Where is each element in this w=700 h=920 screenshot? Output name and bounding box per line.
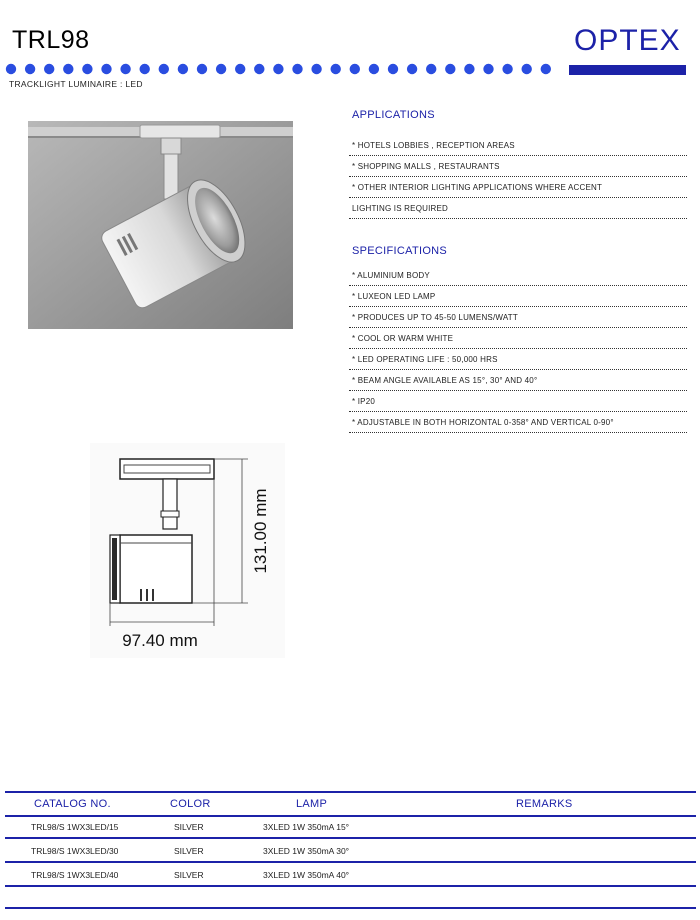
divider-dot [235, 64, 245, 74]
table-row-rule [5, 861, 696, 863]
product-photo [28, 121, 293, 329]
cell-catalog: TRL98/S 1WX3LED/15 [31, 822, 119, 832]
specifications-title: SPECIFICATIONS [352, 245, 448, 257]
cell-color: SILVER [174, 846, 204, 856]
specifications-list [349, 265, 687, 433]
spec-item: * IP20 [349, 391, 687, 412]
divider-dot [120, 64, 130, 74]
product-subtitle: TRACKLIGHT LUMINAIRE : LED [9, 79, 143, 89]
table-row-rule [5, 885, 696, 887]
spec-item: * ALUMINIUM BODY [349, 265, 687, 286]
divider-dot [101, 64, 111, 74]
cell-catalog: TRL98/S 1WX3LED/40 [31, 870, 119, 880]
divider-dot [350, 64, 360, 74]
divider-dot [273, 64, 283, 74]
brand-logo: OPTEX [574, 24, 681, 57]
table-header-rule [5, 815, 696, 817]
spec-item: * LED OPERATING LIFE : 50,000 HRS [349, 349, 687, 370]
divider-dot [388, 64, 398, 74]
table-top-rule [5, 791, 696, 793]
cell-lamp: 3XLED 1W 350mA 40° [263, 870, 350, 880]
spec-item: * COOL OR WARM WHITE [349, 328, 687, 349]
table-row [0, 870, 700, 892]
divider-dot [25, 64, 35, 74]
divider-dot [178, 64, 188, 74]
application-item: * HOTELS LOBBIES , RECEPTION AREAS [349, 135, 687, 156]
spec-item: * BEAM ANGLE AVAILABLE AS 15°, 30° AND 40° [349, 370, 687, 391]
divider-dot [292, 64, 302, 74]
divider-dot [445, 64, 455, 74]
application-item: * SHOPPING MALLS , RESTAURANTS [349, 156, 687, 177]
divider-dot [541, 64, 551, 74]
applications-list [349, 135, 687, 219]
divider-dot [331, 64, 341, 74]
divider-dot [159, 64, 169, 74]
cell-catalog: TRL98/S 1WX3LED/30 [31, 846, 119, 856]
header-lamp: LAMP [296, 798, 328, 810]
width-dimension-label: 97.40 mm [122, 631, 198, 650]
divider-dot [426, 64, 436, 74]
cell-color: SILVER [174, 870, 204, 880]
divider-dot [140, 64, 150, 74]
dot-divider [5, 63, 553, 75]
model-title: TRL98 [12, 26, 90, 54]
cell-lamp: 3XLED 1W 350mA 30° [263, 846, 350, 856]
dimension-drawing [90, 443, 285, 658]
application-item: * OTHER INTERIOR LIGHTING APPLICATIONS WHERE ACCENT [349, 177, 687, 198]
divider-dot [369, 64, 379, 74]
cell-color: SILVER [174, 822, 204, 832]
header-color: COLOR [170, 798, 211, 810]
table-row-rule [5, 837, 696, 839]
spec-item: * LUXEON LED LAMP [349, 286, 687, 307]
application-item: LIGHTING IS REQUIRED [349, 198, 687, 219]
divider-dot [197, 64, 207, 74]
divider-dot [407, 64, 417, 74]
divider-dot [44, 64, 54, 74]
divider-dot [82, 64, 92, 74]
divider-dot [483, 64, 493, 74]
header-catalog-no: CATALOG NO. [34, 798, 111, 810]
table-row [0, 822, 700, 844]
divider-dot [216, 64, 226, 74]
divider-dot [464, 64, 474, 74]
header-remarks: REMARKS [516, 798, 573, 810]
cell-lamp: 3XLED 1W 350mA 15° [263, 822, 350, 832]
brand-bar [569, 65, 686, 75]
divider-dot [63, 64, 73, 74]
height-dimension-label: 131.00 mm [251, 488, 270, 574]
divider-dot [502, 64, 512, 74]
table-bottom-rule [5, 907, 696, 909]
divider-dot [6, 64, 16, 74]
divider-dot [522, 64, 532, 74]
spec-item: * ADJUSTABLE IN BOTH HORIZONTAL 0-358° AND VERTICAL 0-90° [349, 412, 687, 433]
divider-dot [254, 64, 264, 74]
spec-item: * PRODUCES UP TO 45-50 LUMENS/WATT [349, 307, 687, 328]
table-row [0, 846, 700, 868]
divider-dot [311, 64, 321, 74]
applications-title: APPLICATIONS [352, 109, 435, 121]
